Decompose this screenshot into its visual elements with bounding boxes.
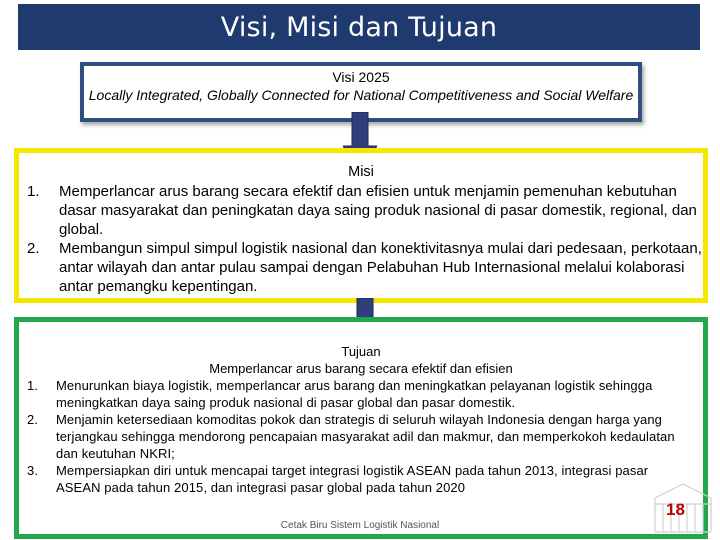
list-number: 2. bbox=[27, 240, 40, 257]
tujuan-box bbox=[14, 317, 708, 539]
title-bar bbox=[18, 4, 700, 50]
list-number: 1. bbox=[27, 183, 40, 200]
list-item bbox=[19, 182, 703, 239]
footer-label: Cetak Biru Sistem Logistik Nasional bbox=[280, 520, 440, 531]
list-text: Membangun simpul simpul logistik nasional dan konektivitasnya mulai dari pedesaan, perkotaan, antar wilayah dan antar pulau sampai dengan Pelabuhan Hub Internasional melalui kolaborasi antar pemangku kepentingan. bbox=[59, 240, 702, 295]
tujuan-subheading: Memperlancar arus barang secara efektif dan efisien bbox=[209, 361, 513, 376]
list-number: 3. bbox=[27, 463, 39, 478]
list-text: Memperlancar arus barang secara efektif dan efisien untuk menjamin pemenuhan kebutuhan dasar masyarakat dan peningkatan daya saing produk nasional di pasar domestik, regional, dan global. bbox=[59, 183, 697, 238]
page-number: 18 bbox=[666, 500, 685, 519]
misi-box bbox=[14, 148, 708, 303]
visi-text: Locally Integrated, Globally Connected for National Competitiveness and Social Welfare bbox=[88, 87, 634, 103]
list-item bbox=[19, 377, 703, 411]
footer-text bbox=[0, 520, 720, 531]
list-text: Menjamin ketersediaan komoditas pokok dan strategis di seluruh wilayah Indonesia dengan harga yang terjangkau sehingga mendorong pencapaian masyarakat adil dan makmur, dan memperkokoh kedaulatan dan keutuhan NKRI; bbox=[56, 412, 675, 461]
list-number: 1. bbox=[27, 378, 39, 393]
page-title: Visi, Misi dan Tujuan bbox=[220, 11, 498, 43]
list-number: 2. bbox=[27, 412, 39, 427]
list-item bbox=[19, 462, 703, 496]
tujuan-heading: Tujuan bbox=[341, 344, 381, 359]
misi-list bbox=[19, 182, 703, 296]
visi-heading: Visi 2025 bbox=[332, 69, 390, 85]
list-item bbox=[19, 239, 703, 296]
list-text: Mempersiapkan diri untuk mencapai target integrasi logistik ASEAN pada tahun 2013, integrasi pasar ASEAN pada tahun 2015, dan integrasi pasar global pada tahun 2020 bbox=[56, 463, 649, 495]
list-item bbox=[19, 411, 703, 462]
list-text: Menurunkan biaya logistik, memperlancar arus barang dan meningkatkan pelayanan logistik sehingga meningkatkan daya saing produk nasional di pasar global dan pasar domestik. bbox=[56, 378, 653, 410]
misi-heading: Misi bbox=[348, 164, 374, 180]
tujuan-list bbox=[19, 377, 703, 496]
